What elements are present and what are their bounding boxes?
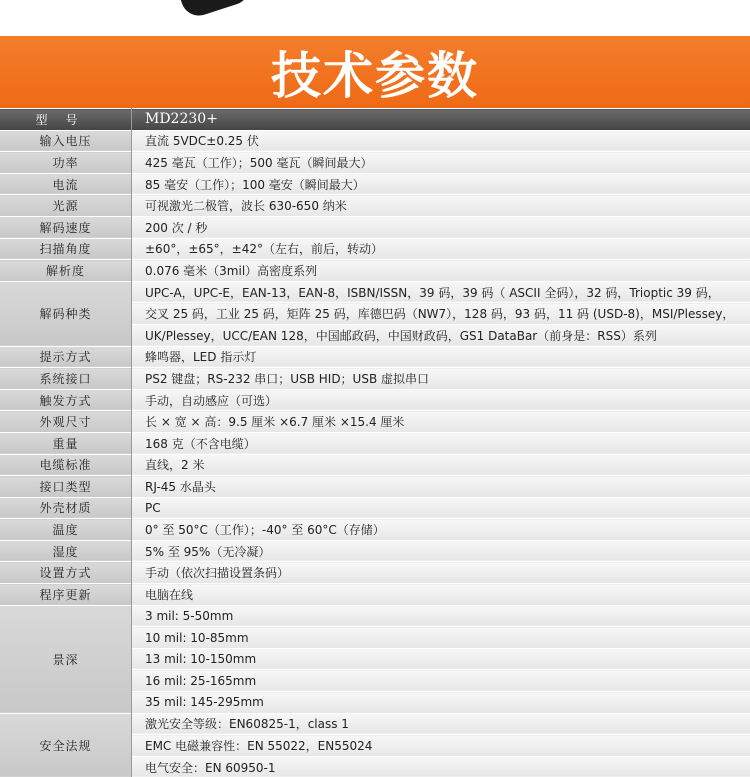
row-label: 扫描角度 xyxy=(0,238,132,260)
row-label: 景深 xyxy=(0,605,132,713)
spec-table xyxy=(0,108,750,777)
row-value: 直线，2 米 xyxy=(132,454,750,476)
table-row xyxy=(0,411,750,433)
row-value: 激光安全等级：EN60825-1，class 1 xyxy=(132,713,750,735)
row-label: 光源 xyxy=(0,195,132,217)
table-row xyxy=(0,281,750,303)
row-value: PC xyxy=(132,497,750,519)
table-row xyxy=(0,540,750,562)
row-label: 外观尺寸 xyxy=(0,411,132,433)
row-label: 电流 xyxy=(0,173,132,195)
row-value: UK/Plessey，UCC/EAN 128，中国邮政码，中国财政码，GS1 DataBar（前身是：RSS）系列 xyxy=(132,324,750,346)
row-value: EMC 电磁兼容性：EN 55022，EN55024 xyxy=(132,735,750,757)
row-label: 接口类型 xyxy=(0,476,132,498)
table-row xyxy=(0,713,750,735)
row-label: 设置方式 xyxy=(0,562,132,584)
row-value: 35 mil: 145-295mm xyxy=(132,692,750,714)
product-photo-strip xyxy=(0,0,750,36)
row-value: 交叉 25 码，工业 25 码，矩阵 25 码，库德巴码（NW7），128 码，93 码，11 码 (USD-8)，MSI/Plessey， xyxy=(132,303,750,325)
row-label: 解码种类 xyxy=(0,281,132,346)
row-value: 电气安全：EN 60950-1 xyxy=(132,756,750,777)
row-value: 13 mil: 10-150mm xyxy=(132,648,750,670)
table-row xyxy=(0,195,750,217)
row-label: 程序更新 xyxy=(0,584,132,606)
table-row xyxy=(0,432,750,454)
row-label: 解码速度 xyxy=(0,216,132,238)
cable-image xyxy=(180,0,254,20)
table-row xyxy=(0,152,750,174)
row-label: 湿度 xyxy=(0,540,132,562)
title-banner xyxy=(0,36,750,108)
table-row xyxy=(0,562,750,584)
table-row xyxy=(0,260,750,282)
table-row xyxy=(0,605,750,627)
table-row xyxy=(0,454,750,476)
row-label: 安全法规 xyxy=(0,713,132,777)
row-value: 电脑在线 xyxy=(132,584,750,606)
row-label: 提示方式 xyxy=(0,346,132,368)
row-label: 电缆标准 xyxy=(0,454,132,476)
table-row xyxy=(0,476,750,498)
row-label: 温度 xyxy=(0,519,132,541)
model-label: 型号 xyxy=(0,109,132,131)
row-value: 200 次 / 秒 xyxy=(132,216,750,238)
table-row xyxy=(0,389,750,411)
model-value: MD2230+ xyxy=(132,109,750,131)
row-value: 手动，自动感应（可选） xyxy=(132,389,750,411)
row-label: 功率 xyxy=(0,152,132,174)
table-row xyxy=(0,216,750,238)
row-value: 16 mil: 25-165mm xyxy=(132,670,750,692)
row-value: RJ-45 水晶头 xyxy=(132,476,750,498)
row-label: 解析度 xyxy=(0,260,132,282)
row-label: 重量 xyxy=(0,432,132,454)
row-value: 3 mil: 5-50mm xyxy=(132,605,750,627)
row-value: 手动（依次扫描设置条码） xyxy=(132,562,750,584)
table-row xyxy=(0,497,750,519)
row-value: 0° 至 50°C（工作）；-40° 至 60°C（存储） xyxy=(132,519,750,541)
table-row xyxy=(0,238,750,260)
row-label: 触发方式 xyxy=(0,389,132,411)
row-value: UPC-A，UPC-E，EAN-13，EAN-8，ISBN/ISSN，39 码，39 码（ ASCII 全码），32 码，Trioptic 39 码， xyxy=(132,281,750,303)
table-row xyxy=(0,368,750,390)
table-header-row xyxy=(0,109,750,131)
table-row xyxy=(0,130,750,152)
row-value: PS2 键盘；RS-232 串口；USB HID；USB 虚拟串口 xyxy=(132,368,750,390)
row-value: 425 毫瓦（工作）；500 毫瓦（瞬间最大） xyxy=(132,152,750,174)
row-value: 直流 5VDC±0.25 伏 xyxy=(132,130,750,152)
row-value: 蜂鸣器，LED 指示灯 xyxy=(132,346,750,368)
row-value: 0.076 毫米（3mil）高密度系列 xyxy=(132,260,750,282)
row-value: 10 mil: 10-85mm xyxy=(132,627,750,649)
row-value: ±60°，±65°，±42°（左右，前后，转动） xyxy=(132,238,750,260)
row-value: 168 克（不含电缆） xyxy=(132,432,750,454)
banner-title: 技术参数 xyxy=(271,36,479,108)
row-label: 外壳材质 xyxy=(0,497,132,519)
row-label: 输入电压 xyxy=(0,130,132,152)
row-value: 可视激光二极管，波长 630-650 纳米 xyxy=(132,195,750,217)
table-row xyxy=(0,346,750,368)
row-value: 85 毫安（工作）；100 毫安（瞬间最大） xyxy=(132,173,750,195)
table-row xyxy=(0,584,750,606)
row-label: 系统接口 xyxy=(0,368,132,390)
table-row xyxy=(0,173,750,195)
row-value: 长 × 宽 × 高：9.5 厘米 ×6.7 厘米 ×15.4 厘米 xyxy=(132,411,750,433)
row-value: 5% 至 95%（无冷凝） xyxy=(132,540,750,562)
table-row xyxy=(0,519,750,541)
